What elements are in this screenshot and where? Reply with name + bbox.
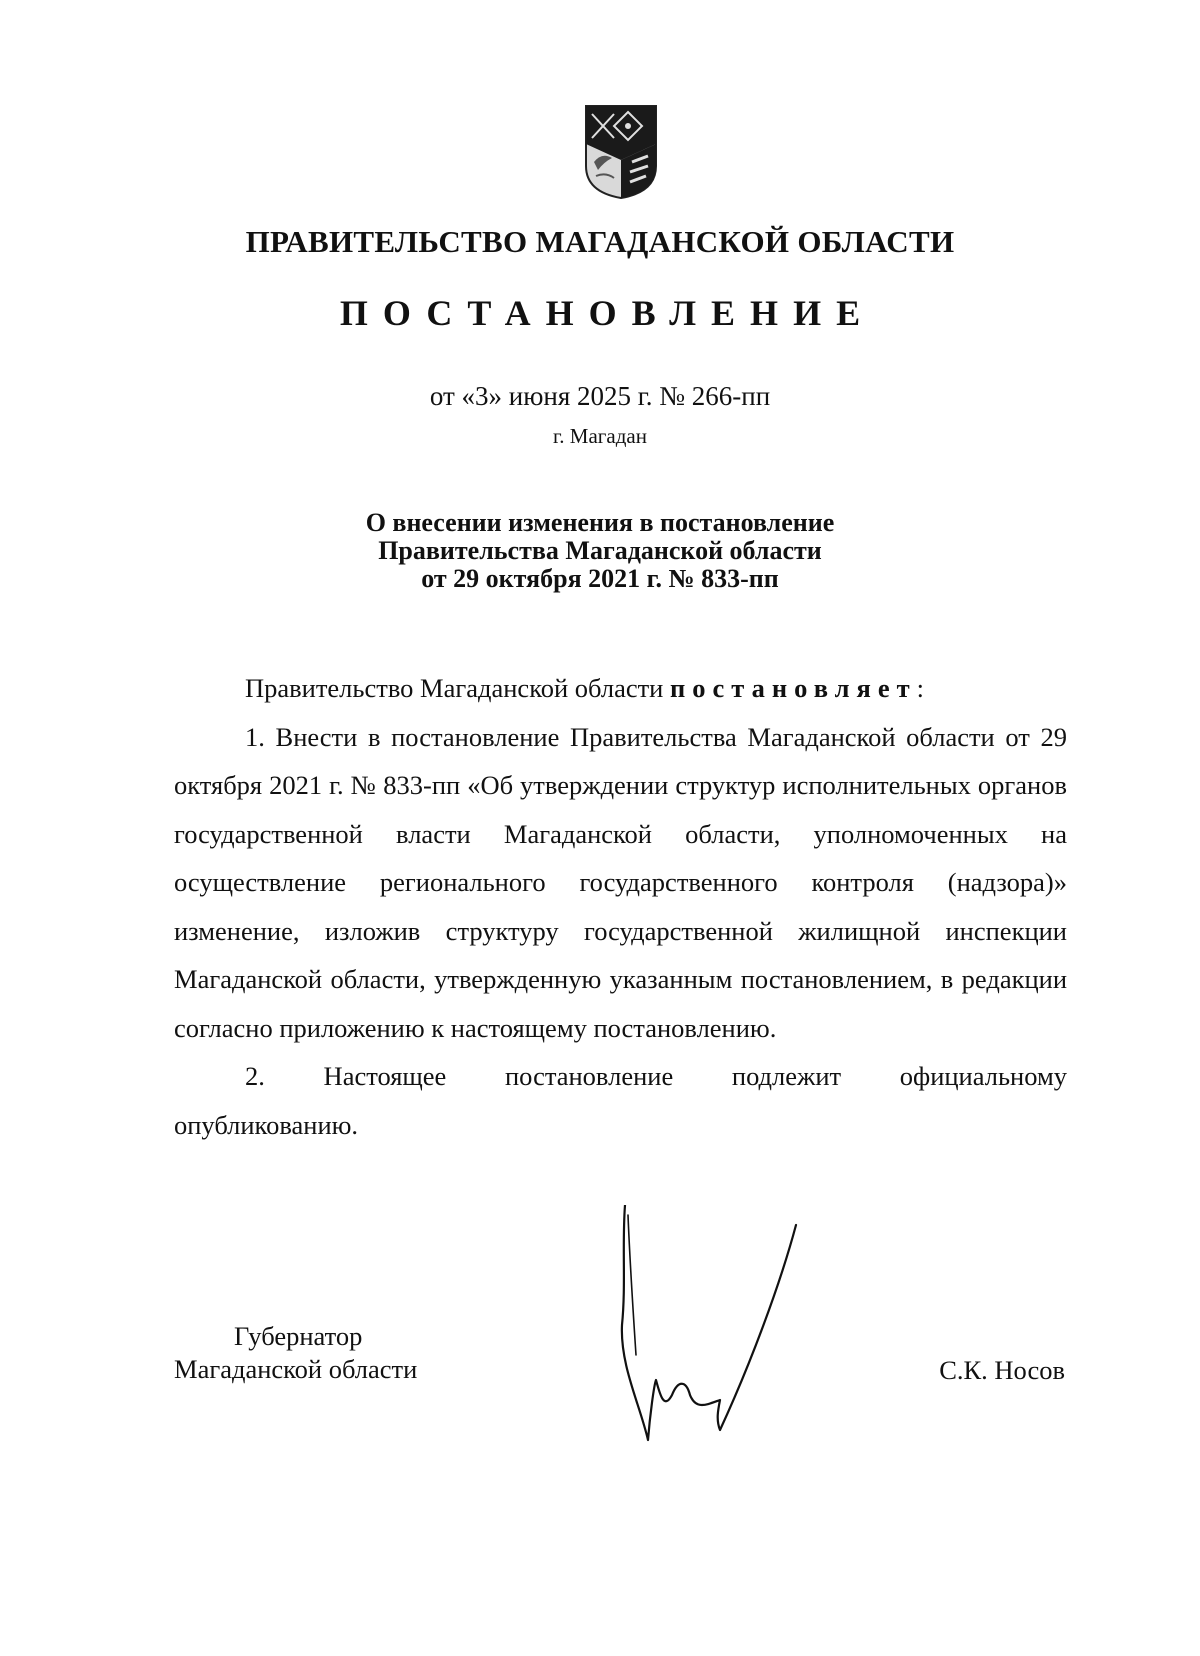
document-date-number: от «3» июня 2025 г. № 266-пп <box>429 381 771 411</box>
coat-of-arms-icon <box>584 104 658 200</box>
government-title: ПРАВИТЕЛЬСТВО МАГАДАНСКОЙ ОБЛАСТИ <box>245 224 955 259</box>
intro-suffix: : <box>916 673 925 703</box>
handwritten-signature <box>620 1205 840 1445</box>
item-2-paragraph: 2. Настоящее постановление подлежит официальному <box>245 1061 1067 1091</box>
subject-line: О внесении изменения в постановление <box>365 508 835 537</box>
subject-line: от 29 октября 2021 г. № 833-пп <box>421 564 779 593</box>
intro-paragraph <box>174 664 1067 713</box>
document-city: г. Магадан <box>553 424 647 448</box>
item-2-continuation: опубликованию. <box>174 1109 359 1140</box>
decree-keyword: постановляет <box>669 673 917 703</box>
item-1-paragraph: 1. Внести в постановление Правительства Магаданской области от 29 октября 2021 г. № 833-пп «Об утверждении структур исполнительных органов государственной власти Магаданской области, уполномоченных на осуществление регионального государственного контроля (надзора)» изменение, изложив структуру государственной жилищной инспекции Магаданской области, утвержденную указанным постановлением, в редакции согласно приложению к настоящему постановлению. <box>174 721 1067 1043</box>
document-type: ПОСТАНОВЛЕНИЕ <box>339 293 876 333</box>
signer-name: С.К. Носов <box>939 1355 1065 1385</box>
document-body <box>174 664 1067 1149</box>
intro-prefix: Правительство Магаданской области <box>245 673 670 703</box>
position-line: Магаданской области <box>174 1354 418 1384</box>
document-subject <box>0 509 1200 593</box>
subject-line: Правительства Магаданской области <box>378 536 822 565</box>
position-line: Губернатор <box>234 1321 363 1351</box>
signatory-position <box>174 1320 417 1386</box>
